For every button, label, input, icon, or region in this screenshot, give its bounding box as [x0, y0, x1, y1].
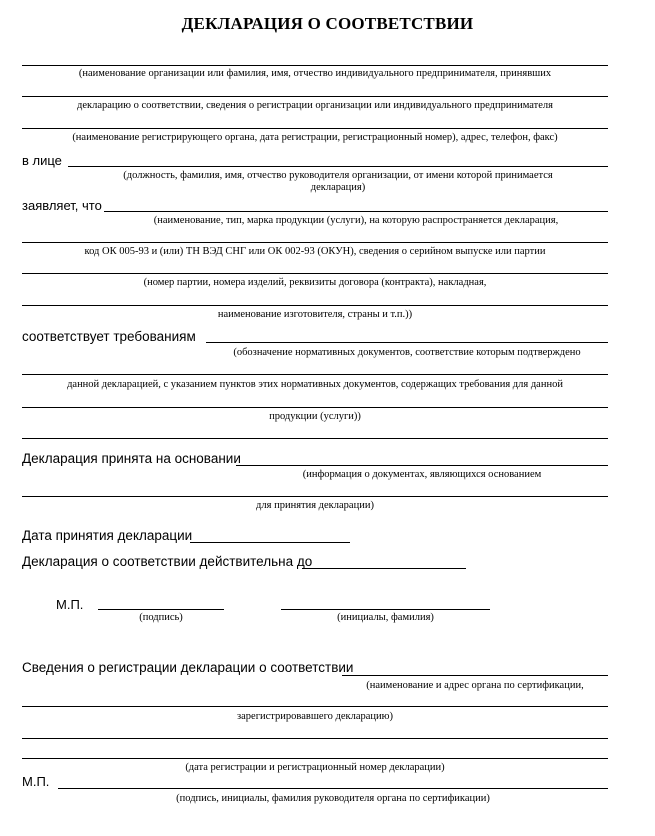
basis-line[interactable] [236, 465, 608, 466]
org-name-caption: (наименование организации или фамилия, имя, отчество индивидуального предпринимателя, принявших [78, 68, 552, 79]
org-registration-line[interactable] [22, 128, 608, 129]
svedeniya-label: Сведения о регистрации декларации о соответствии [22, 660, 354, 675]
prinyata-label: Декларация принята на основании [22, 451, 241, 466]
product-line[interactable] [104, 211, 608, 212]
org-registration-caption: декларацию о соответствии, сведения о регистрации организации или индивидуального предпринимателя [77, 100, 553, 111]
registration-body-caption: (наименование и адрес органа по сертификации, [366, 680, 584, 691]
org-address-caption: (наименование регистрирующего органа, дата регистрации, регистрационный номер), адрес, телефон, факс) [72, 132, 558, 143]
registration-body-line[interactable] [342, 675, 608, 676]
standards-line-3[interactable] [22, 407, 608, 408]
product-line-2[interactable] [22, 242, 608, 243]
product-service-caption: продукции (услуги)) [269, 411, 361, 422]
head-signature-caption: (подпись, инициалы, фамилия руководителя органа по сертификации) [176, 793, 490, 804]
basis-caption: (информация о документах, являющихся основанием [302, 469, 542, 480]
registration-number-line[interactable] [22, 738, 608, 739]
mp-stamp-label-2: М.П. [22, 774, 50, 789]
signature-line[interactable] [98, 609, 224, 610]
signature-caption: (подпись) [139, 612, 183, 623]
standards-line-4[interactable] [22, 438, 608, 439]
representative-caption: (должность, фамилия, имя, отчество руководителя организации, от имени которой принимается [123, 170, 553, 181]
product-line-4[interactable] [22, 305, 608, 306]
org-name-line-2[interactable] [22, 96, 608, 97]
product-caption: (наименование, тип, марка продукции (услуги), на которую распространяется декларация, [153, 215, 559, 226]
registration-body-line-2[interactable] [22, 706, 608, 707]
basis-caption-2: для принятия декларации) [256, 500, 374, 511]
standards-line-2[interactable] [22, 374, 608, 375]
sootvetstvuet-label: соответствует требованиям [22, 329, 196, 344]
standards-points-caption: данной декларацией, с указанием пунктов этих нормативных документов, содержащих требования для данной [67, 379, 563, 390]
product-line-3[interactable] [22, 273, 608, 274]
standards-caption: (обозначение нормативных документов, соответствие которым подтверждено [233, 347, 581, 358]
v-litse-label: в лице [22, 153, 62, 168]
representative-line[interactable] [68, 166, 608, 167]
initials-caption: (инициалы, фамилия) [337, 612, 434, 623]
adoption-date-line[interactable] [190, 542, 350, 543]
representative-caption-2: декларация) [310, 182, 366, 193]
batch-caption: (номер партии, номера изделий, реквизиты договора (контракта), накладная, [143, 277, 487, 288]
data-prinyatiya-label: Дата принятия декларации [22, 528, 193, 543]
document-title: ДЕКЛАРАЦИЯ О СООТВЕТСТВИИ [181, 14, 474, 33]
registration-number-caption: (дата регистрации и регистрационный номер декларации) [185, 762, 445, 773]
initials-line[interactable] [281, 609, 490, 610]
standards-line[interactable] [206, 342, 608, 343]
zayavlyaet-label: заявляет, что [22, 198, 102, 213]
valid-until-line[interactable] [302, 568, 466, 569]
registration-body-caption-2: зарегистрировавшего декларацию) [237, 711, 393, 722]
deystvitelna-label: Декларация о соответствии действительна до [22, 554, 313, 569]
manufacturer-caption: наименование изготовителя, страны и т.п.)) [217, 309, 413, 320]
product-code-caption: код ОК 005-93 и (или) ТН ВЭД СНГ или ОК 002-93 (ОКУН), сведения о серийном выпуске или партии [84, 246, 546, 257]
org-name-line[interactable] [22, 65, 608, 66]
head-signature-line[interactable] [58, 788, 608, 789]
basis-line-2[interactable] [22, 496, 608, 497]
registration-number-line-2[interactable] [22, 758, 608, 759]
mp-stamp-label: М.П. [56, 597, 84, 612]
